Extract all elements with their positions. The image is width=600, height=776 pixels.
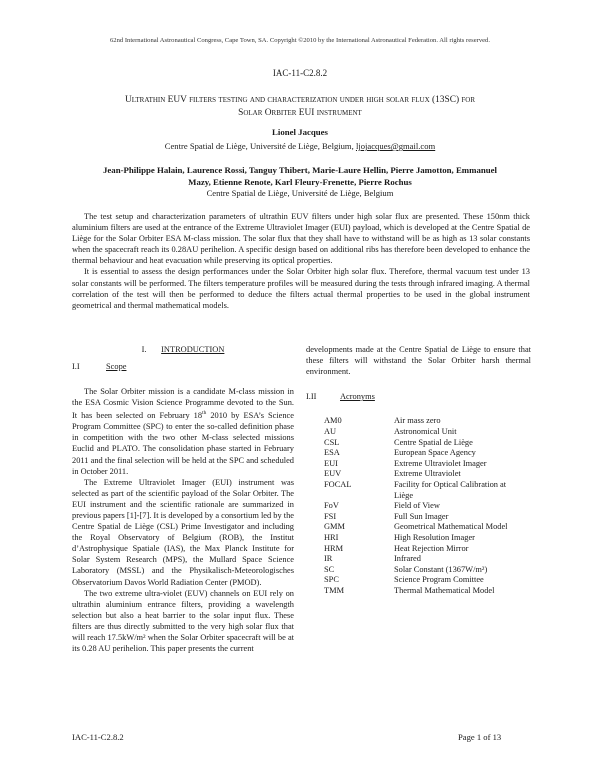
acronym-row [324,448,519,459]
acronym-meaning: Extreme Ultraviolet [394,469,461,479]
scope-paragraph-2: The Extreme Ultraviolet Imager (EUI) instrument was selected as part of the scientific payload of the Solar Orbiter. The EUI instrument and the scientific rationale are summarized in previous papers [1]-[7]. It is developed by a consortium led by the Centre Spatial de Liège (CSL) Prime Investigator and including the Royal Observatory of Belgium (ROB), the Institut d’Astrophysique Spatiale (IAS), the Max Planck Institute for Solar System Research (MPS), the Mullard Space Science Laboratory (MSSL) and the Physikalisch-Meteorologisches Observatorium Davos World Radiation Center (PMOD). [72,477,294,587]
acronym: TMM [324,585,345,595]
acronym-table [324,416,519,596]
subsection-number: I.I [72,362,80,372]
acronym: ESA [324,448,340,458]
acronym: HRM [324,543,344,553]
scope-paragraph-continued: developments made at the Centre Spatial de Liège to ensure that these filters will withstand the Solar Orbiter harsh thermal environment. [306,345,531,377]
acronym-meaning: High Resolution Imager [394,532,475,542]
title-line-1: Ultrathin EUV filters testing and characterization under high solar flux (13SC) for [124,95,476,105]
conference-header-note: 62nd International Astronautical Congress, Cape Town, SA. Copyright ©2010 by the International Astronautical Federation. All rights reserved. [109,37,490,44]
coauthor-affiliation: Centre Spatial de Liège, Université de Liège, Belgium [206,188,394,198]
abstract [72,211,530,311]
acronym-row [324,480,519,501]
acronym-meaning: Centre Spatial de Liège [394,437,473,447]
acronym-row [324,575,519,586]
acronym-row [324,522,519,533]
acronym-meaning: Field of View [394,501,440,511]
scope-paragraph-3: The two extreme ultra-violet (EUV) channels on EUI rely on ultrathin aluminium entrance filters, providing a wavelength selection but also a heat barrier to the solar input flux. These filters are thus directly submitted to the very high solar flux that will reach 17.5kW/m² when the Solar Orbiter spacecraft will be at its 0.28 AU perihelion. This paper presents the current [72,588,294,654]
abstract-paragraph: It is essential to assess the design performances under the Solar Orbiter high solar flux. Therefore, thermal vacuum test under 13 solar constants will be performed. The filters temperature profiles will be measured during the tests through infrared imaging. A thermal correlation of the test will then be performed to deduce the filters actual thermal properties to be used in the global instrument geometrical and thermal mathematical models. [72,267,530,310]
author-email-link[interactable]: ljojacques@gmail.com [355,141,436,151]
scope-paragraph-1 [72,386,294,477]
acronym: EUI [324,458,338,468]
paper-id: IAC-11-C2.8.2 [272,68,328,78]
footer-page-number: Page 1 of 13 [458,732,502,742]
acronym-row [324,416,519,427]
acronym: FOCAL [324,479,352,489]
acronym-meaning: European Space Agency [394,448,476,458]
acronym-row [324,554,519,565]
acronym-meaning: Astronomical Unit [394,426,457,436]
acronym-meaning: Solar Constant (1367W/m²) [394,564,488,574]
acronym-meaning: Full Sun Imager [394,511,449,521]
acronym-row [324,501,519,512]
left-column [72,344,294,654]
acronym: FSI [324,511,337,521]
main-affiliation [0,141,600,151]
acronym-meaning: Facility for Optical Calibration at Liège [394,479,507,500]
acronym-meaning: Extreme Ultraviolet Imager [394,458,487,468]
subsection-title: Acronyms [340,392,375,402]
subsection-heading-scope [72,361,294,372]
acronym-meaning: Air mass zero [394,416,441,426]
acronym: AU [324,426,337,436]
acronym: EUV [324,469,342,479]
acronym-row [324,438,519,449]
acronym: FoV [324,501,339,511]
acronym-meaning: Science Program Comittee [394,575,484,585]
acronym: GMM [324,522,345,532]
scope-para1-superscript: th [202,410,207,417]
acronym: CSL [324,437,340,447]
footer-paper-id: IAC-11-C2.8.2 [72,732,124,742]
scope-para1-start: The Solar Orbiter mission is a candidate M-class mission in the ESA Cosmic Vision Science Programme devoted to the Sun. It has been selected on February 18 [72,387,294,421]
acronym-row [324,427,519,438]
scope-para1-end: 2010 by ESA’s Science Program Committee (SPC) to enter the so-called definition phase in competition with the two other M-class selected missions Euclid and PLATO. The consolidation phase started in February 2011 and the final selection will be held at the SPC and scheduled in October 2011. [72,411,294,476]
acronym: SPC [324,575,339,585]
subsection-heading-acronyms [306,391,531,402]
right-column [306,344,531,596]
acronym: HRI [324,532,339,542]
acronym-row [324,469,519,480]
subsection-title: Scope [106,362,127,372]
acronym-meaning: Infrared [394,554,421,564]
acronym-row [324,544,519,555]
acronym-row [324,512,519,523]
main-author: Lionel Jacques [272,127,328,137]
acronym: IR [324,554,333,564]
acronym-row [324,565,519,576]
section-heading-introduction [72,344,294,355]
acronym-meaning: Geometrical Mathematical Model [394,522,508,532]
title-line-2: Solar Orbiter EUI instrument [238,108,362,118]
subsection-number: I.II [306,392,317,402]
acronym-row [324,586,519,597]
acronym: SC [324,564,335,574]
acronym-row [324,533,519,544]
acronym-row [324,459,519,470]
acronym-meaning: Thermal Mathematical Model [394,585,495,595]
section-title: INTRODUCTION [161,345,225,354]
paper-title [70,94,530,120]
coauthors: Jean-Philippe Halain, Laurence Rossi, Tanguy Thibert, Marie-Laure Hellin, Pierre Jamotton, Emmanuel Mazy, Etienne Renote, Karl Fleury-Frenette, Pierre Rochus [103,165,497,187]
acronym-meaning: Heat Rejection Mirror [394,543,469,553]
acronym: AM0 [324,416,342,426]
abstract-paragraph: The test setup and characterization parameters of ultrathin EUV filters under high solar flux are presented. These 150nm thick aluminium filters are used at the entrance of the Extreme Ultraviolet Imager (EUI) payload, which is developed at the Centre Spatial de Liège for the Solar Orbiter ESA M-class mission. The solar flux that they shall have to withstand will be as high as 13 solar constants when the spacecraft reach its 0.28AU perihelion. A specific design based on additional ribs has therefore been developed to enhance the thermal behaviour and heat evacuation while preserving its optical properties. [72,212,530,266]
section-number: I. [141,345,147,354]
affiliation-text: Centre Spatial de Liège, Université de Liège, Belgium, [164,141,354,151]
